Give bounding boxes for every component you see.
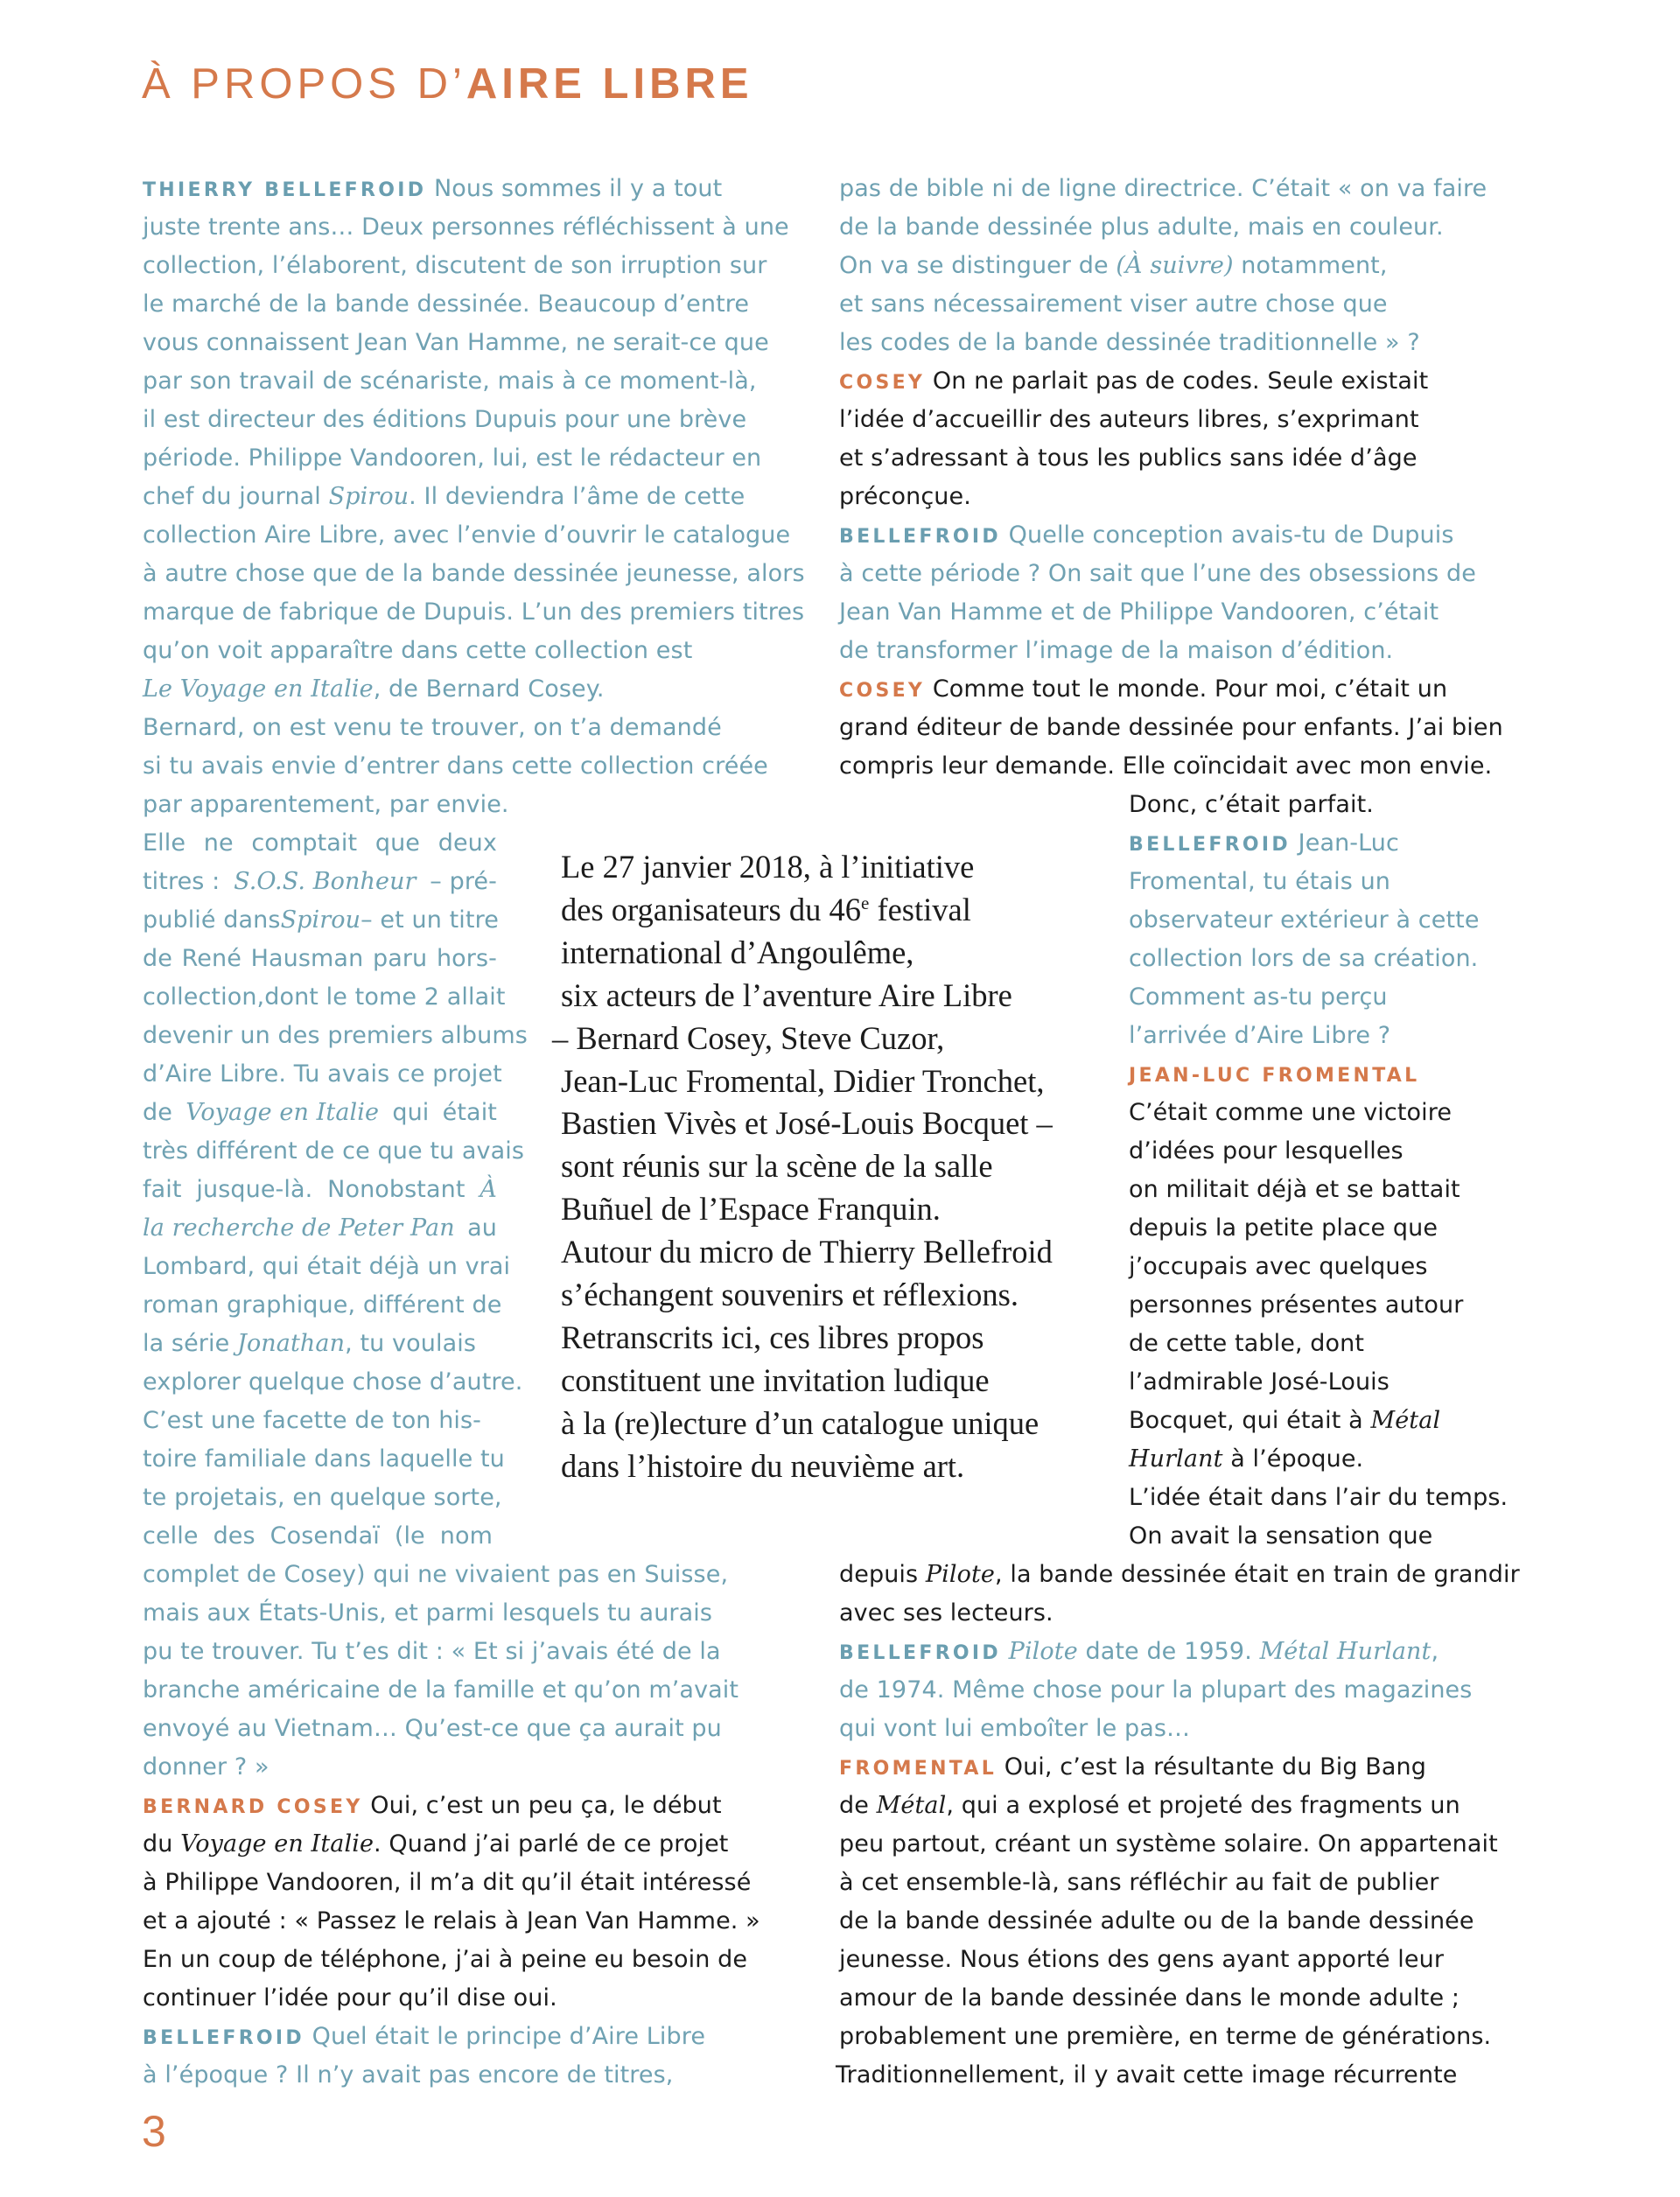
text-line: du Voyage en Italie. Quand j’ai parlé de ce projet xyxy=(143,1830,729,1858)
work-title: S.O.S. Bonheur xyxy=(234,868,416,895)
speaker-label: BELLEFROID xyxy=(839,526,1001,548)
text-line: de la bande dessinée plus adulte, mais en couleur. xyxy=(839,213,1444,241)
speaker-label: BELLEFROID xyxy=(839,1642,1001,1664)
text-line: COSEY On ne parlait pas de codes. Seule existait xyxy=(839,367,1429,395)
text-line: complet de Cosey) qui ne vivaient pas en Suisse, xyxy=(143,1561,729,1588)
text-line: Hurlant à l’époque. xyxy=(1129,1445,1364,1473)
text-line: les codes de la bande dessinée traditionnelle » ? xyxy=(839,329,1420,356)
text-line: devenir un des premiers albums xyxy=(143,1022,528,1049)
text-line: collection lors de sa création. xyxy=(1129,945,1479,972)
text-line: BELLEFROID Pilote date de 1959. Métal Hurlant, xyxy=(839,1638,1439,1665)
speaker-label: THIERRY BELLEFROID xyxy=(143,179,427,201)
text-line: Elle ne comptait que deux xyxy=(143,829,497,857)
text-line: te projetais, en quelque sorte, xyxy=(143,1484,502,1511)
work-title: Métal Hurlant xyxy=(1259,1638,1432,1665)
text-line: Comment as-tu perçu xyxy=(1129,983,1388,1011)
text-line: publié dans Spirou – et un titre xyxy=(143,906,499,934)
intro-line: sont réunis sur la scène de la salle xyxy=(561,1148,993,1185)
text-line: On va se distinguer de (À suivre) notamment, xyxy=(839,252,1388,279)
text-line: Fromental, tu étais un xyxy=(1129,868,1391,895)
speaker-label: BERNARD COSEY xyxy=(143,1796,363,1818)
text-line: on militait déjà et se battait xyxy=(1129,1176,1460,1203)
text-line: la série Jonathan, tu voulais xyxy=(143,1330,476,1357)
text-line: si tu avais envie d’entrer dans cette collection créée xyxy=(143,752,768,780)
text-line: compris leur demande. Elle coïncidait avec mon envie. xyxy=(839,752,1493,780)
page-title xyxy=(142,59,753,108)
text-line: l’idée d’accueillir des auteurs libres, s’exprimant xyxy=(839,406,1419,433)
intro-line: s’échangent souvenirs et réflexions. xyxy=(561,1277,1018,1313)
speaker-label: BELLEFROID xyxy=(143,2027,304,2049)
text-line: BERNARD COSEY Oui, c’est un peu ça, le début xyxy=(143,1792,722,1819)
text-line: collection, l’élaborent, discutent de son irruption sur xyxy=(143,252,767,279)
text-line: collection, dont le tome 2 allait xyxy=(143,983,506,1011)
work-title: Pilote xyxy=(925,1561,995,1588)
text-line: collection Aire Libre, avec l’envie d’ouvrir le catalogue xyxy=(143,521,791,549)
text-line: très différent de ce que tu avais xyxy=(143,1137,525,1165)
intro-line: constituent une invitation ludique xyxy=(561,1361,990,1398)
intro-line: Buñuel de l’Espace Franquin. xyxy=(561,1191,941,1228)
text-line: fait jusque-là. Nonobstant À xyxy=(143,1176,497,1203)
intro-line: Retranscrits ici, ces libres propos xyxy=(561,1319,984,1355)
text-line: période. Philippe Vandooren, lui, est le rédacteur en xyxy=(143,444,762,472)
text-line: à cet ensemble-là, sans réfléchir au fait de publier xyxy=(839,1869,1439,1896)
text-line: Traditionnellement, il y avait cette image récurrente xyxy=(836,2061,1458,2089)
text-line: C’est une facette de ton his- xyxy=(143,1407,482,1434)
text-line: En un coup de téléphone, j’ai à peine eu besoin de xyxy=(143,1946,748,1973)
text-line: mais aux États-Unis, et parmi lesquels tu aurais xyxy=(143,1599,713,1627)
page-number: 3 xyxy=(142,2107,166,2156)
text-line: FROMENTAL Oui, c’est la résultante du Big Bang xyxy=(839,1753,1427,1781)
text-line: qu’on voit apparaître dans cette collection est xyxy=(143,637,693,664)
work-title: Métal xyxy=(1370,1407,1441,1434)
text-line: BELLEFROID Jean-Luc xyxy=(1129,829,1399,857)
text-line: de Métal, qui a explosé et projeté des fragments un xyxy=(839,1792,1460,1819)
work-title: Voyage en Italie xyxy=(180,1830,374,1858)
text-line: celle des Cosendaï (le nom xyxy=(143,1522,493,1550)
work-title: Voyage en Italie xyxy=(186,1099,380,1126)
intro-line: Bastien Vivès et José-Louis Bocquet – xyxy=(561,1105,1053,1142)
text-line: On avait la sensation que xyxy=(1129,1522,1433,1550)
text-line: et sans nécessairement viser autre chose que xyxy=(839,290,1388,318)
text-line: à l’époque ? Il n’y avait pas encore de titres, xyxy=(143,2061,674,2089)
text-line: d’idées pour lesquelles xyxy=(1129,1137,1404,1165)
text-line: Bocquet, qui était à Métal xyxy=(1129,1407,1441,1434)
text-line: titres : S.O.S. Bonheur – pré- xyxy=(143,868,497,895)
text-line: grand éditeur de bande dessinée pour enfants. J’ai bien xyxy=(839,714,1503,741)
text-line: branche américaine de la famille et qu’on m’avait xyxy=(143,1676,739,1704)
intro-line: des organisateurs du 46e festival xyxy=(561,891,971,927)
work-title: Spirou xyxy=(280,906,361,934)
work-title: Pilote xyxy=(1008,1638,1078,1665)
work-title: Hurlant xyxy=(1129,1445,1223,1473)
text-line: donner ? » xyxy=(143,1753,270,1781)
text-line: THIERRY BELLEFROID Nous sommes il y a tout xyxy=(143,175,723,202)
work-title: Le Voyage en Italie xyxy=(143,675,374,703)
work-title: Métal xyxy=(876,1792,947,1819)
speaker-label: JEAN-LUC FROMENTAL xyxy=(1129,1065,1420,1087)
text-line: Donc, c’était parfait. xyxy=(1129,791,1374,818)
text-line: à autre chose que de la bande dessinée jeunesse, alors xyxy=(143,560,805,587)
intro-line: à la (re)lecture d’un catalogue unique xyxy=(561,1404,1040,1441)
text-line: depuis la petite place que xyxy=(1129,1214,1438,1242)
text-line: de René Hausman paru hors- xyxy=(143,945,497,972)
intro-line: dans l’histoire du neuvième art. xyxy=(561,1447,965,1484)
work-title: Spirou xyxy=(328,483,410,510)
text-line: chef du journal Spirou. Il deviendra l’âme de cette xyxy=(143,483,746,510)
text-line: envoyé au Vietnam… Qu’est-ce que ça aurait pu xyxy=(143,1715,722,1742)
text-line: l’arrivée d’Aire Libre ? xyxy=(1129,1022,1391,1049)
text-line: préconçue. xyxy=(839,483,971,510)
text-line: de Voyage en Italie qui était xyxy=(143,1099,497,1126)
text-line: personnes présentes autour xyxy=(1129,1291,1464,1319)
text-line: Le Voyage en Italie, de Bernard Cosey. xyxy=(143,675,605,703)
text-line: qui vont lui emboîter le pas… xyxy=(839,1715,1191,1742)
text-line: et s’adressant à tous les publics sans idée d’âge xyxy=(839,444,1418,472)
text-line: Lombard, qui était déjà un vrai xyxy=(143,1253,511,1280)
text-line: d’Aire Libre. Tu avais ce projet xyxy=(143,1060,502,1088)
intro-line: six acteurs de l’aventure Aire Libre xyxy=(561,976,1012,1013)
text-line: explorer quelque chose d’autre. xyxy=(143,1368,523,1396)
speaker-label: BELLEFROID xyxy=(1129,834,1291,856)
intro-line: Le 27 janvier 2018, à l’initiative xyxy=(561,849,975,885)
text-line: pu te trouver. Tu t’es dit : « Et si j’avais été de la xyxy=(143,1638,721,1665)
text-line: par apparentement, par envie. xyxy=(143,791,509,818)
text-line: roman graphique, différent de xyxy=(143,1291,502,1319)
intro-line: – Bernard Cosey, Steve Cuzor, xyxy=(552,1019,945,1056)
text-line: juste trente ans… Deux personnes réfléchissent à une xyxy=(143,213,789,241)
text-line: depuis Pilote, la bande dessinée était en train de grandir xyxy=(839,1561,1520,1588)
intro-line: Autour du micro de Thierry Bellefroid xyxy=(561,1234,1053,1270)
text-line: la recherche de Peter Pan au xyxy=(143,1214,497,1242)
text-line: toire familiale dans laquelle tu xyxy=(143,1445,505,1473)
text-line: j’occupais avec quelques xyxy=(1129,1253,1428,1280)
text-line: il est directeur des éditions Dupuis pour une brève xyxy=(143,406,747,433)
text-line: l’admirable José-Louis xyxy=(1129,1368,1390,1396)
text-line: continuer l’idée pour qu’il dise oui. xyxy=(143,1984,557,2012)
speaker-label: COSEY xyxy=(839,372,926,394)
text-line: L’idée était dans l’air du temps. xyxy=(1129,1484,1508,1511)
work-title: Jonathan xyxy=(237,1330,346,1357)
text-line: C’était comme une victoire xyxy=(1129,1099,1452,1126)
text-line: à cette période ? On sait que l’une des obsessions de xyxy=(839,560,1476,587)
speaker-label: FROMENTAL xyxy=(839,1758,998,1780)
intro-line: Jean-Luc Fromental, Didier Tronchet, xyxy=(561,1062,1045,1099)
text-line: de 1974. Même chose pour la plupart des magazines xyxy=(839,1676,1473,1704)
work-title: (À suivre) xyxy=(1116,252,1234,279)
text-line: marque de fabrique de Dupuis. L’un des premiers titres xyxy=(143,598,805,626)
text-line: pas de bible ni de ligne directrice. C’était « on va faire xyxy=(839,175,1488,202)
work-title: la recherche de Peter Pan xyxy=(143,1214,455,1242)
title-prefix: À PROPOS D’ xyxy=(142,60,466,108)
title-bold: AIRE LIBRE xyxy=(466,60,753,108)
text-line: de cette table, dont xyxy=(1129,1330,1365,1357)
text-line: avec ses lecteurs. xyxy=(839,1599,1054,1627)
text-line: peu partout, créant un système solaire. On appartenait xyxy=(839,1830,1498,1858)
text-line: amour de la bande dessinée dans le monde adulte ; xyxy=(839,1984,1460,2012)
text-line: jeunesse. Nous étions des gens ayant apporté leur xyxy=(839,1946,1445,1973)
text-line: de la bande dessinée adulte ou de la bande dessinée xyxy=(839,1907,1474,1935)
intro-paragraph xyxy=(552,846,1103,1488)
text-line: Bernard, on est venu te trouver, on t’a demandé xyxy=(143,714,722,741)
text-line: par son travail de scénariste, mais à ce moment-là, xyxy=(143,367,757,395)
text-line xyxy=(1129,1060,1419,1088)
text-line: BELLEFROID Quelle conception avais-tu de Dupuis xyxy=(839,521,1454,549)
text-line: observateur extérieur à cette xyxy=(1129,906,1480,934)
text-line: BELLEFROID Quel était le principe d’Aire Libre xyxy=(143,2023,706,2050)
text-line: le marché de la bande dessinée. Beaucoup d’entre xyxy=(143,290,750,318)
text-line: Jean Van Hamme et de Philippe Vandooren, c’était xyxy=(839,598,1439,626)
speaker-label: COSEY xyxy=(839,680,926,702)
text-line: de transformer l’image de la maison d’édition. xyxy=(839,637,1394,664)
text-line: et a ajouté : « Passez le relais à Jean Van Hamme. » xyxy=(143,1907,760,1935)
intro-line: international d’Angoulême, xyxy=(561,934,914,970)
text-line: COSEY Comme tout le monde. Pour moi, c’était un xyxy=(839,675,1448,703)
text-line: probablement une première, en terme de générations. xyxy=(839,2023,1492,2050)
text-line: à Philippe Vandooren, il m’a dit qu’il était intéressé xyxy=(143,1869,752,1896)
text-line: vous connaissent Jean Van Hamme, ne serait-ce que xyxy=(143,329,769,356)
